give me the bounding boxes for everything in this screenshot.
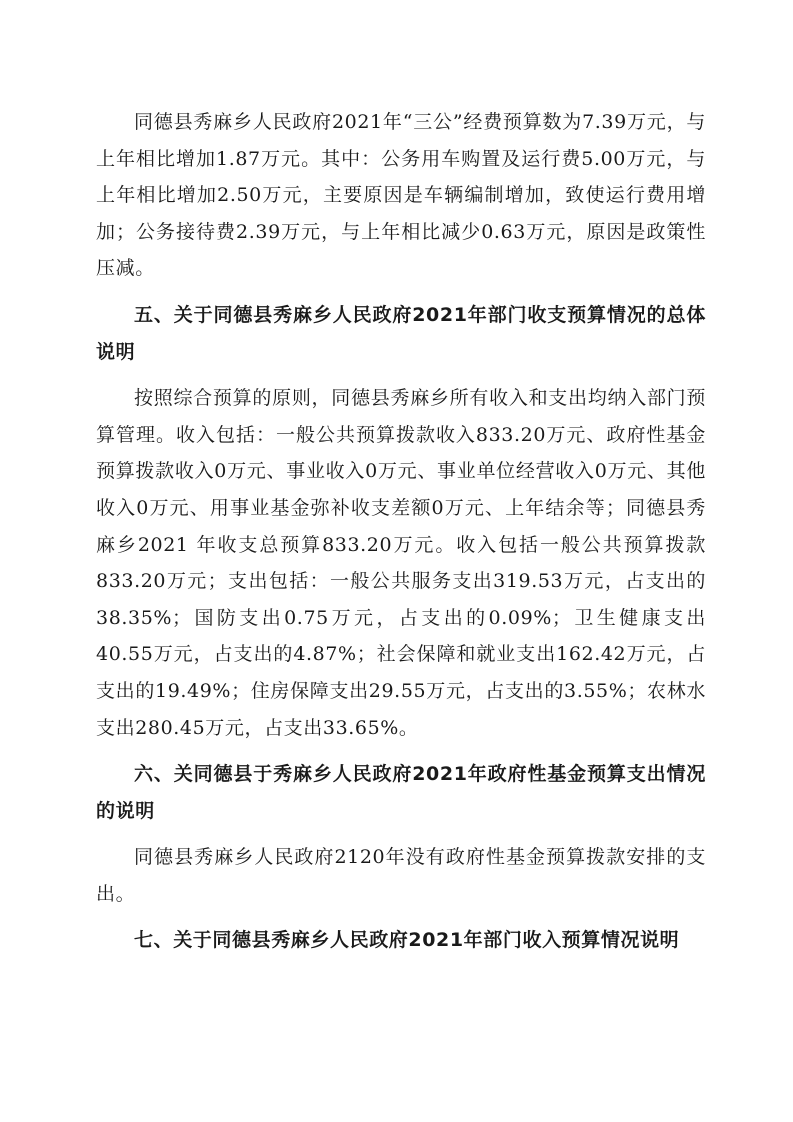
document-body (96, 104, 706, 969)
paragraph-budget-overview: 按照综合预算的原则，同德县秀麻乡所有收入和支出均纳入部门预算管理。收入包括：一般公共预算拨款收入833.20万元、政府性基金预算拨款收入0万元、事业收入0万元、事业单位经营收入0万元、其他收入0万元、用事业基金弥补收支差额0万元、上年结余等；同德县秀麻乡2021 年收支总预算833.20万元。收入包括一般公共预算拨款833.20万元；支出包括：一般公共服务支出319.53万元，占支出的38.35%；国防支出0.75万元，占支出的0.09%；卫生健康支出40.55万元，占支出的4.87%；社会保障和就业支出162.42万元，占支出的19.49%；住房保障支出29.55万元，占支出的3.55%；农林水支出280.45万元，占支出33.65%。 (96, 387, 706, 739)
section-heading-6: 六、关同德县于秀麻乡人民政府2021年政府性基金预算支出情况的说明 (96, 763, 706, 822)
section-heading-5: 五、关于同德县秀麻乡人民政府2021年部门收支预算情况的总体说明 (96, 303, 706, 363)
section-heading-7: 七、关于同德县秀麻乡人民政府2021年部门收入预算情况说明 (134, 929, 680, 952)
paragraph-government-fund: 同德县秀麻乡人民政府2120年没有政府性基金预算拨款安排的支出。 (96, 846, 706, 905)
paragraph-three-public-expenses: 同德县秀麻乡人民政府2021年“三公”经费预算数为7.39万元，与上年相比增加1.87万元。其中：公务用车购置及运行费5.00万元，与上年相比增加2.50万元，主要原因是车辆编制增加，致使运行费用增加；公务接待费2.39万元，与上年相比减少0.63万元，原因是政策性压减。 (96, 111, 706, 280)
